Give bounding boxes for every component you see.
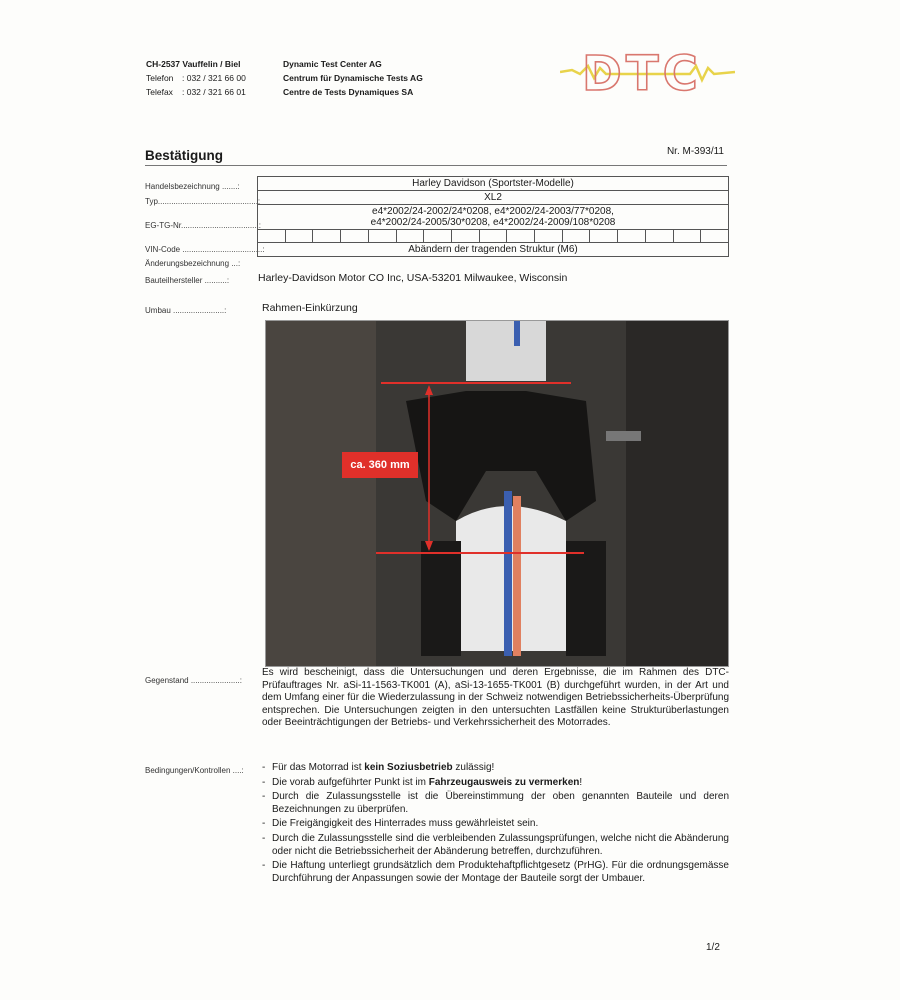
condition-item: - Die vorab aufgeführter Punkt ist im Fahrzeugausweis zu vermerken! — [262, 776, 583, 788]
conditions-list — [262, 762, 729, 887]
field-egtg-line2: e4*2002/24-2005/30*0208, e4*2002/24-2009/108*0208 — [370, 217, 616, 228]
label-handelsbezeichnung: Handelsbezeichnung .......: — [145, 182, 240, 191]
page-number: 1/2 — [706, 942, 720, 953]
title-divider — [145, 165, 727, 166]
label-gegenstand: Gegenstand ......................: — [145, 676, 242, 685]
field-typ: XL2 — [258, 191, 728, 205]
label-typ: Typ.............................................: — [145, 197, 261, 206]
fax-line — [146, 85, 246, 99]
label-hersteller: Bauteilhersteller ..........: — [145, 276, 230, 285]
logo-lettering: DTC — [582, 46, 702, 100]
label-umbau: Umbau .......................: — [145, 306, 227, 315]
sender-address: CH-2537 Vauffelin / Biel — [146, 59, 241, 69]
phone-number: : 032 / 321 66 00 — [182, 73, 246, 83]
field-handelsbezeichnung: Harley Davidson (Sportster-Modelle) — [258, 177, 728, 191]
field-umbau: Rahmen-Einkürzung — [262, 302, 358, 314]
label-aenderung: Änderungsbezeichnung ...: — [145, 259, 241, 268]
company-name-de-1: Dynamic Test Center AG — [283, 59, 382, 69]
phone-label: Telefon — [146, 73, 174, 83]
motorcycle-frame-photo — [265, 320, 729, 667]
condition-item: - Die Freigängigkeit des Hinterrades muss gewährleistet sein. — [262, 818, 539, 830]
dtc-logo — [560, 44, 735, 100]
company-name-fr: Centre de Tests Dynamiques SA — [283, 87, 414, 97]
company-name-de-2: Centrum für Dynamische Tests AG — [283, 73, 423, 83]
document-number: Nr. M-393/11 — [666, 146, 724, 157]
field-egtg — [258, 205, 728, 230]
condition-item: - Für das Motorrad ist kein Soziusbetrieb zulässig! — [262, 762, 495, 773]
label-vin: VIN-Code ....................................: — [145, 245, 265, 254]
condition-item: - Durch die Zulassungsstelle ist die Übereinstimmung der oben genannten Bauteile und deren Bezeichnungen zu überprüfen. — [262, 791, 729, 815]
field-egtg-line1: e4*2002/24-2002/24*0208, e4*2002/24-2003/77*0208, — [372, 206, 614, 217]
label-bedingungen: Bedingungen/Kontrollen ....: — [145, 766, 244, 775]
vin-code-boxes — [258, 230, 728, 243]
condition-item: - Die Haftung unterliegt grundsätzlich dem Produktehaftpflichtgesetz (PrHG). Für die ordnungsgemässe Durchführung der Anpassungen sowie der Montage der Bauteile sorgt der Umbauer. — [262, 860, 729, 884]
sender-address-block — [146, 57, 246, 99]
fax-label: Telefax — [146, 87, 173, 97]
measurement-label: ca. 360 mm — [350, 459, 410, 471]
fax-number: : 032 / 321 66 01 — [182, 87, 246, 97]
document-title: Bestätigung — [145, 148, 224, 163]
condition-item: - Durch die Zulassungsstelle sind die verbleibenden Zulassungsprüfungen, welche nicht die Abänderung oder nicht die Betriebssicherheit der Abänderung betreffen, durchzuführen. — [262, 832, 729, 857]
phone-line — [146, 71, 246, 85]
label-egtg: EG-TG-Nr...................................: — [145, 221, 262, 230]
gegenstand-text: Es wird bescheinigt, dass die Untersuchungen und deren Ergebnisse, die im Rahmen des DTC-Prüfauftrages Nr. aSi-11-1563-TK001 (A), aSi-13-1655-TK001 (B) durchgeführt wurden, in der Art und dem Umfang einer für die Wiederzulassung in der Schweiz notwendigen Betriebssicherheits-Überprüfung entsprechen. Die Untersuchungen zeigten in den untersuchten Lastfällen keine Strukturüberlastungen oder Beeinträchtigungen der Betriebs- und Verkehrssicherheit des Motorrades. — [262, 667, 729, 729]
field-hersteller: Harley-Davidson Motor CO Inc, USA-53201 Milwaukee, Wisconsin — [258, 272, 568, 284]
field-aenderung: Abändern der tragenden Struktur (M6) — [408, 244, 578, 255]
vehicle-fields-table — [257, 176, 729, 257]
company-names — [283, 57, 423, 99]
